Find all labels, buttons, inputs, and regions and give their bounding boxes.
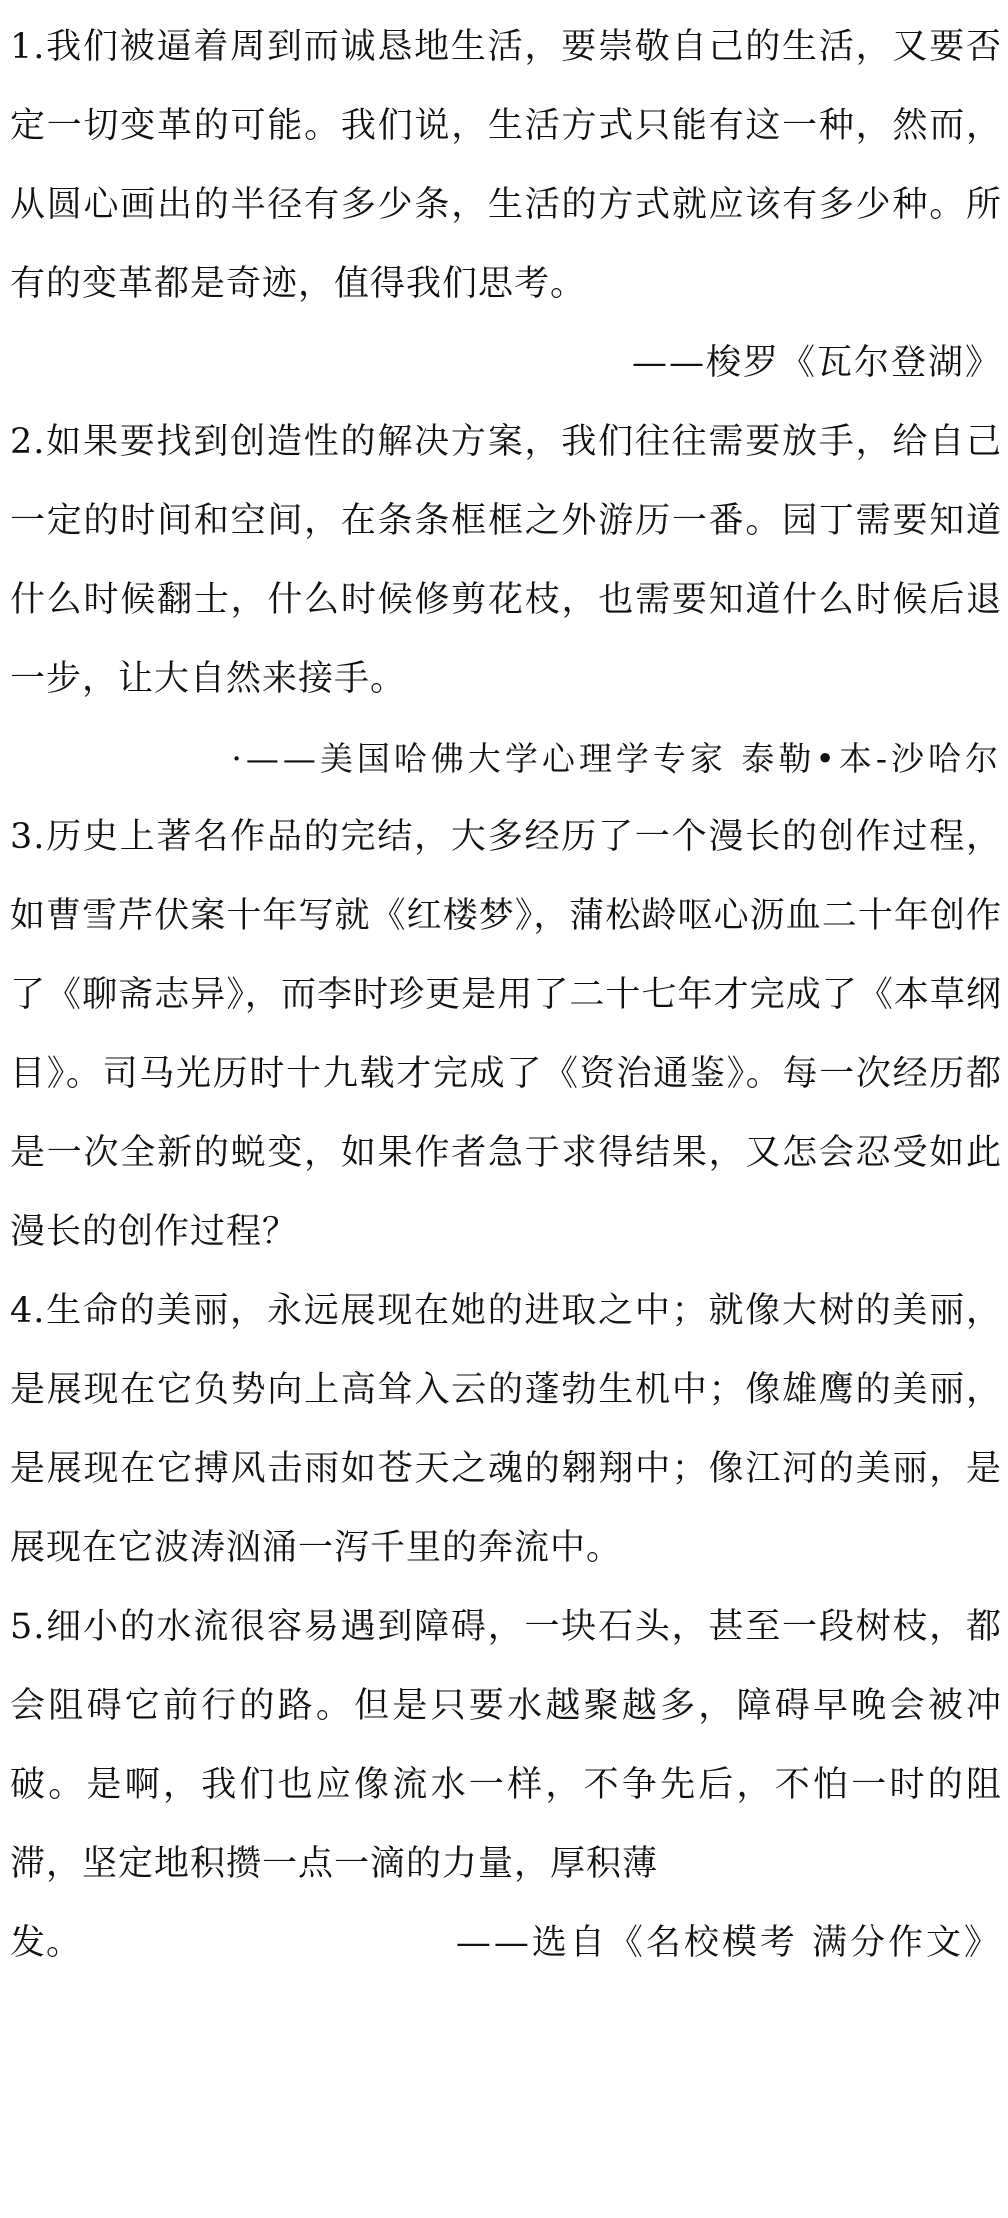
paragraph-5-closing-line: [10, 1904, 1002, 1983]
paragraph-5-source: ——选自《名校模考 满分作文》: [455, 1923, 1002, 1963]
paragraph-2-source: ·——美国哈佛大学心理学专家 泰勒•本-沙哈尔: [231, 739, 1002, 778]
paragraph-5-last-word: 发。: [10, 1923, 83, 1963]
paragraph-5: 5.细小的水流很容易遇到障碍，一块石头，甚至一段树枝，都会阻碍它前行的路。但是只要水越聚越多，障碍早晚会被冲破。是啊，我们也应像流水一样，不争先后，不怕一时的阻滞，坚定地积攒一点一滴的力量，厚积薄: [10, 1607, 1002, 1884]
paragraph-1: 1.我们被逼着周到而诚恳地生活，要崇敬自己的生活，又要否定一切变革的可能。我们说，生活方式只能有这一种，然而，从圆心画出的半径有多少条，生活的方式就应该有多少种。所有的变革都是奇迹，值得我们思考。: [10, 27, 1002, 304]
paragraph-2: 2.如果要找到创造性的解决方案，我们往往需要放手，给自己一定的时间和空间，在条条框框之外游历一番。园丁需要知道什么时候翻士，什么时候修剪花枝，也需要知道什么时候后退一步，让大自然来接手。: [10, 422, 1002, 699]
paragraph-4: 4.生命的美丽，永远展现在她的进取之中；就像大树的美丽，是展现在它负势向上高耸入云的蓬勃生机中；像雄鹰的美丽，是展现在它搏风击雨如苍天之魂的翱翔中；像江河的美丽，是展现在它波涛汹涌一泻千里的奔流中。: [10, 1291, 1002, 1568]
paragraph-1-source: ——梭罗《瓦尔登湖》: [631, 343, 1002, 383]
paragraph-3: 3.历史上著名作品的完结，大多经历了一个漫长的创作过程，如曹雪芹伏案十年写就《红楼梦》，蒲松龄呕心沥血二十年创作了《聊斋志异》，而李时珍更是用了二十七年才完成了《本草纲目》。司马光历时十九载才完成了《资治通鉴》。每一次经历都是一次全新的蜕变，如果作者急于求得结果，又怎会忍受如此漫长的创作过程？: [10, 817, 1002, 1252]
document-page: [10, 8, 1002, 1983]
